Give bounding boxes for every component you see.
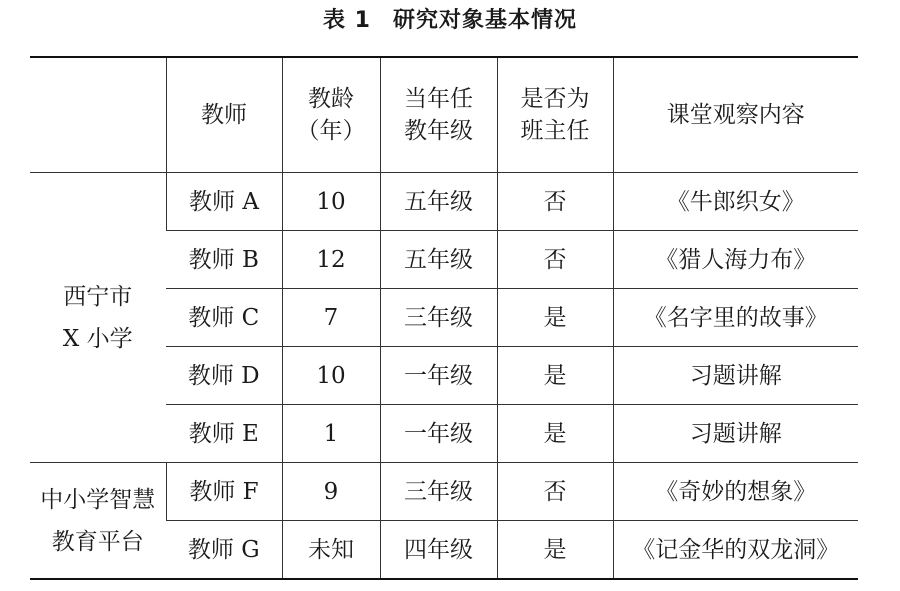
grade-cell: 四年级 [380,521,497,580]
years-cell: 未知 [282,521,380,580]
header-grade [380,57,497,173]
years-cell: 10 [282,347,380,405]
teacher-cell: 教师 G [166,521,282,580]
table-number: 表 1 [323,8,371,33]
header-years-line1: 教龄 [308,86,354,112]
header-homeroom-line2: 班主任 [520,118,590,144]
header-years-line2: （年） [296,118,366,144]
grade-cell: 三年级 [380,289,497,347]
table-row [30,463,858,521]
header-school [30,57,166,173]
lesson-cell: 《牛郎织女》 [613,173,858,231]
years-cell: 9 [282,463,380,521]
homeroom-cell: 是 [497,405,613,463]
header-grade-line2: 教年级 [404,118,473,144]
teacher-cell: 教师 C [166,289,282,347]
header-grade-line1: 当年任 [404,86,473,112]
homeroom-cell: 否 [497,231,613,289]
years-cell: 1 [282,405,380,463]
teacher-cell: 教师 D [166,347,282,405]
header-teacher: 教师 [166,57,282,173]
school-cell [30,173,166,463]
teacher-cell: 教师 F [166,463,282,521]
school-name-line2: X 小学 [62,325,133,352]
lesson-cell: 《奇妙的想象》 [613,463,858,521]
teacher-cell: 教师 B [166,231,282,289]
lesson-cell: 《记金华的双龙洞》 [613,521,858,580]
homeroom-cell: 否 [497,463,613,521]
header-lesson: 课堂观察内容 [613,57,858,173]
research-subjects-table [30,56,858,580]
school-name-line1: 西宁市 [63,283,133,310]
school-name-line1: 中小学智慧 [40,486,156,513]
lesson-cell: 《名字里的故事》 [613,289,858,347]
homeroom-cell: 是 [497,289,613,347]
table-title: 研究对象基本情况 [392,8,577,33]
school-name-line2: 教育平台 [51,528,144,555]
header-homeroom-line1: 是否为 [520,86,590,112]
homeroom-cell: 是 [497,521,613,580]
teacher-cell: 教师 E [166,405,282,463]
lesson-cell: 《猎人海力布》 [613,231,858,289]
homeroom-cell: 是 [497,347,613,405]
table-row [30,173,858,231]
grade-cell: 一年级 [380,405,497,463]
lesson-cell: 习题讲解 [613,347,858,405]
years-cell: 10 [282,173,380,231]
header-homeroom [497,57,613,173]
homeroom-cell: 否 [497,173,613,231]
header-row [30,57,858,173]
years-cell: 12 [282,231,380,289]
table-caption [0,6,900,36]
school-cell [30,463,166,580]
header-years [282,57,380,173]
teacher-cell: 教师 A [166,173,282,231]
grade-cell: 三年级 [380,463,497,521]
years-cell: 7 [282,289,380,347]
grade-cell: 一年级 [380,347,497,405]
grade-cell: 五年级 [380,173,497,231]
grade-cell: 五年级 [380,231,497,289]
lesson-cell: 习题讲解 [613,405,858,463]
